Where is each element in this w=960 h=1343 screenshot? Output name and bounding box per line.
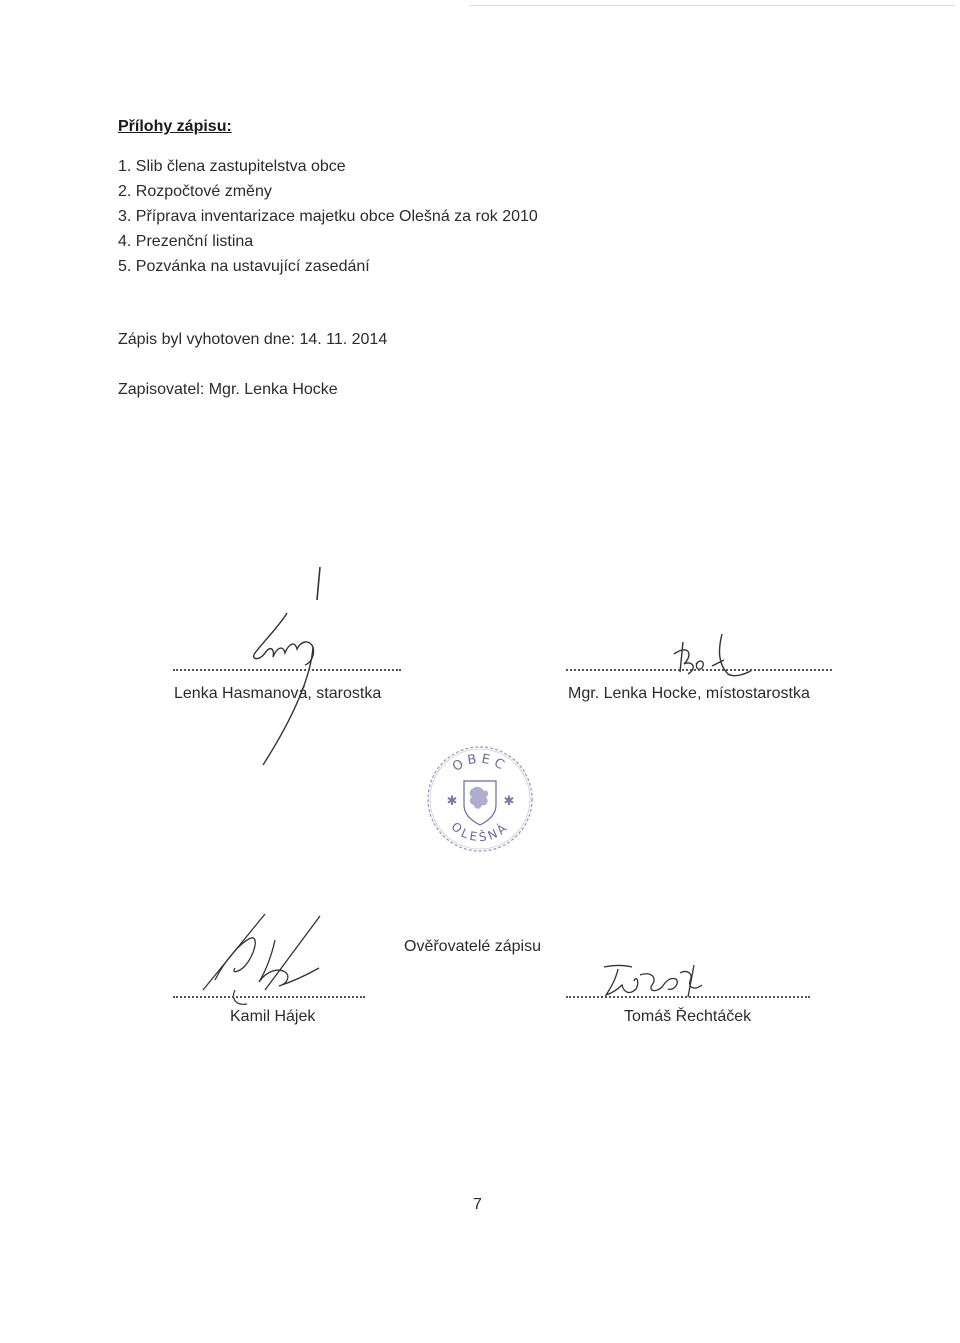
verifier-1-signature-line [173, 996, 365, 1000]
svg-text:✱: ✱ [503, 794, 515, 809]
seal-top-text: OBEC [450, 751, 511, 776]
municipal-seal [424, 743, 536, 855]
seal-bottom-text: OLEŠNÁ [448, 819, 512, 845]
attachment-item: 2. Rozpočtové změny [118, 183, 272, 200]
verifier-2-signature-line [566, 996, 810, 1000]
attachments-heading: Přílohy zápisu: [118, 118, 232, 135]
recorder: Zapisovatel: Mgr. Lenka Hocke [118, 381, 338, 398]
svg-text:OBEC [450, 752, 510, 776]
verifier-1-name: Kamil Hájek [230, 1008, 316, 1025]
deputy-mayor-signature-line [566, 669, 832, 673]
verifier-2-name: Tomáš Řechtáček [624, 1008, 752, 1025]
mayor-name: Lenka Hasmanová, starostka [174, 685, 382, 702]
svg-text:OLEŠNÁ [448, 819, 511, 845]
verifier-1-signature [195, 910, 335, 1010]
attachment-item: 3. Příprava inventarizace majetku obce Olešná za rok 2010 [118, 208, 538, 225]
deputy-mayor-signature [600, 630, 790, 690]
attachments-list [118, 154, 538, 279]
page-number: 7 [473, 1196, 482, 1213]
svg-text:✱: ✱ [446, 794, 458, 809]
attachment-item: 1. Slib člena zastupitelstva obce [118, 158, 346, 175]
attachment-item: 4. Prezenční listina [118, 233, 254, 250]
verifiers-title: Ověřovatelé zápisu [404, 938, 541, 955]
attachment-item: 5. Pozvánka na ustavující zasedání [118, 258, 370, 275]
deputy-mayor-name: Mgr. Lenka Hocke, místostarostka [568, 685, 810, 702]
page-edge-line [470, 5, 955, 6]
record-date: Zápis byl vyhotoven dne: 14. 11. 2014 [118, 331, 388, 348]
mayor-signature-line [173, 669, 401, 673]
